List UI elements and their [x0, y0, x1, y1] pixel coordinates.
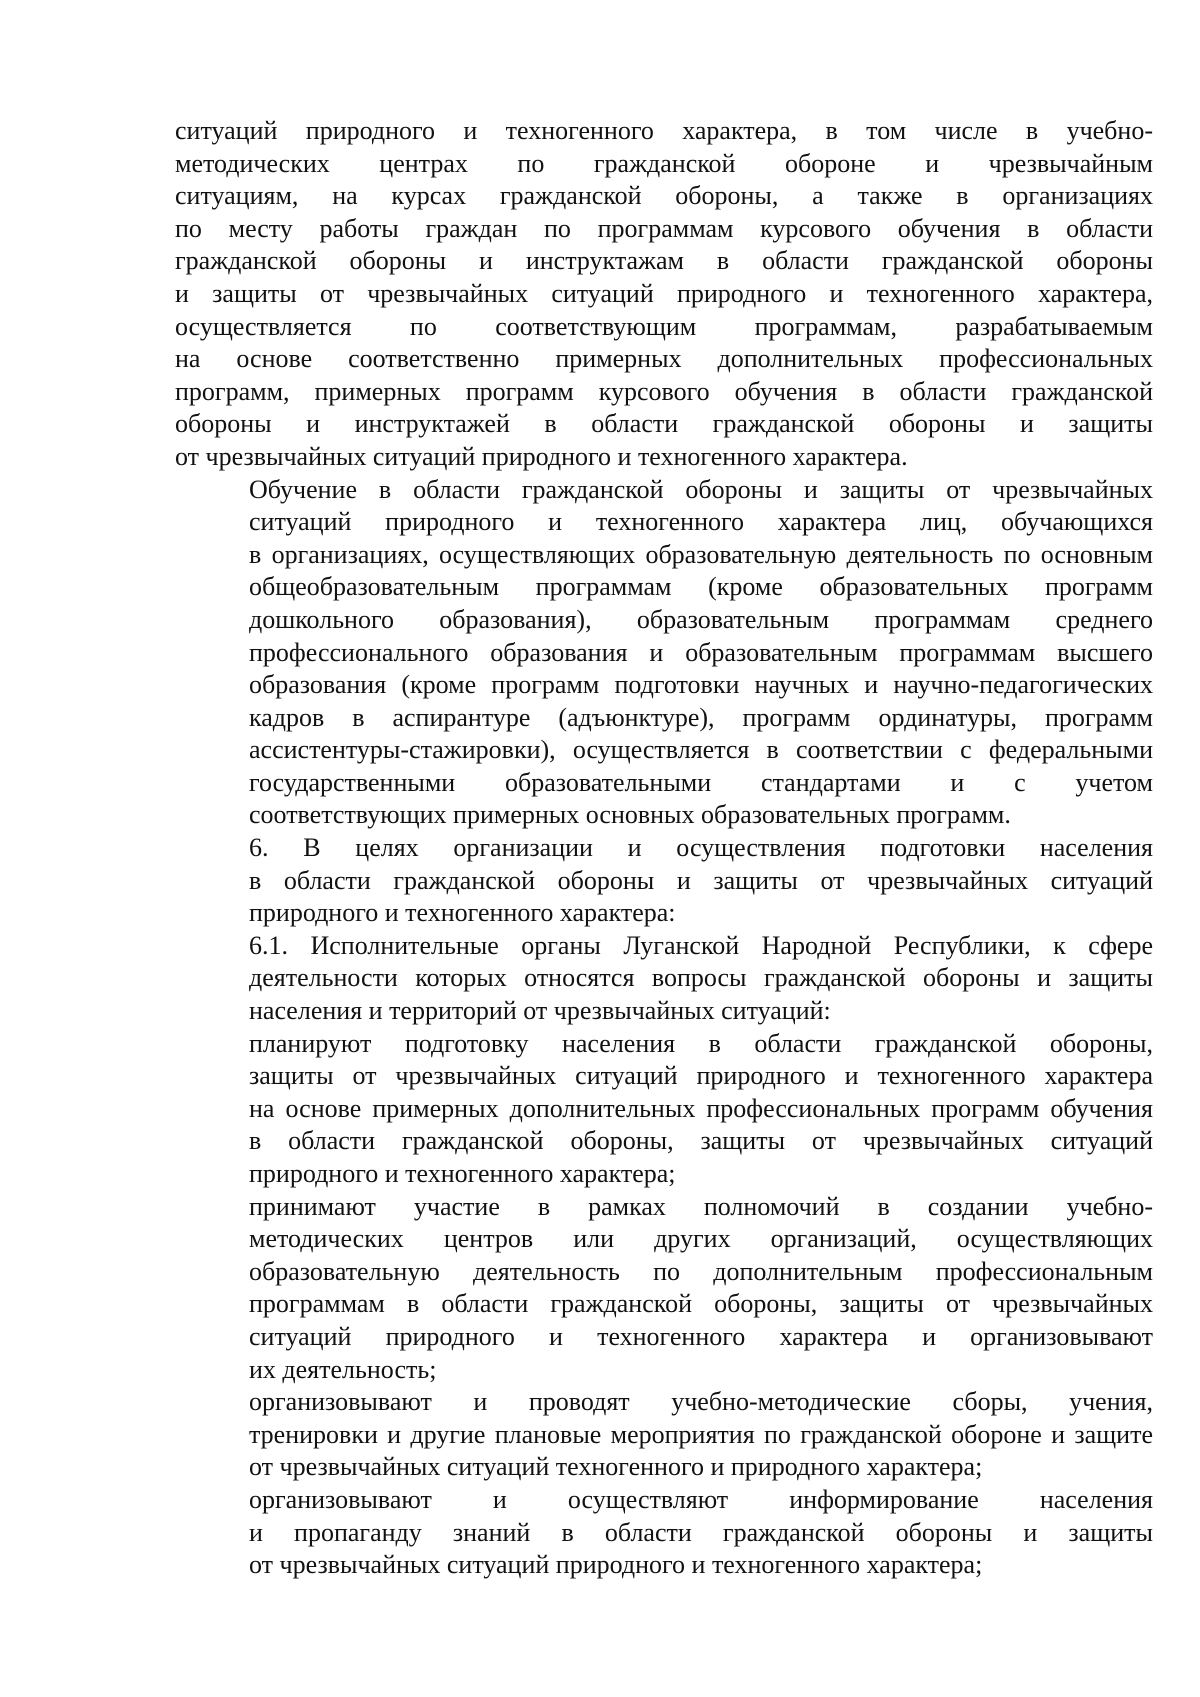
- paragraph: [175, 930, 1153, 1028]
- document-body: [175, 115, 1153, 1582]
- text-line: кадров в аспирантуре (адъюнктуре), программ ординатуры, программ: [249, 702, 1153, 732]
- text-line: Обучение в области гражданской обороны и защиты от чрезвычайных: [249, 474, 1153, 504]
- text-line: программам в области гражданской обороны, защиты от чрезвычайных: [249, 1289, 1153, 1319]
- text-line: организовывают и осуществляют информирование населения: [249, 1484, 1153, 1514]
- paragraph: [175, 115, 1153, 474]
- text-line: ассистентуры-стажировки), осуществляется в соответствии с федеральными: [249, 735, 1153, 765]
- text-line: и защиты от чрезвычайных ситуаций природного и техногенного характера,: [175, 278, 1153, 308]
- text-line: образовательную деятельность по дополнительным профессиональным: [249, 1256, 1153, 1286]
- paragraph: [175, 1386, 1153, 1484]
- text-line: обороны и инструктажей в области гражданской обороны и защиты: [175, 409, 1153, 439]
- text-line: методических центрах по гражданской обороне и чрезвычайным: [175, 148, 1153, 178]
- text-line: от чрезвычайных ситуаций природного и техногенного характера.: [175, 441, 908, 471]
- text-line: образования (кроме программ подготовки научных и научно-педагогических: [249, 670, 1153, 700]
- text-line: и пропаганду знаний в области гражданской обороны и защиты: [249, 1517, 1153, 1547]
- text-line: населения и территорий от чрезвычайных ситуаций:: [249, 996, 831, 1026]
- text-line: программ, примерных программ курсового обучения в области гражданской: [175, 376, 1153, 406]
- text-line: ситуаций природного и техногенного характера лиц, обучающихся: [249, 507, 1153, 537]
- paragraph: [175, 1484, 1153, 1582]
- text-line: планируют подготовку населения в области гражданской обороны,: [249, 1028, 1153, 1058]
- text-line: на основе примерных дополнительных профессиональных программ обучения: [249, 1093, 1153, 1123]
- text-line: общеобразовательным программам (кроме образовательных программ: [249, 572, 1153, 602]
- text-line: в организациях, осуществляющих образовательную деятельность по основным: [249, 539, 1153, 569]
- text-line: организовывают и проводят учебно-методические сборы, учения,: [249, 1387, 1153, 1417]
- text-line: природного и техногенного характера:: [249, 898, 676, 928]
- text-line: в области гражданской обороны и защиты от чрезвычайных ситуаций: [249, 865, 1153, 895]
- text-line: от чрезвычайных ситуаций техногенного и природного характера;: [249, 1452, 983, 1482]
- text-line: принимают участие в рамках полномочий в создании учебно-: [249, 1191, 1153, 1221]
- text-line: ситуаций природного и техногенного характера, в том числе в учебно-: [175, 116, 1153, 145]
- text-line: методических центров или других организаций, осуществляющих: [249, 1224, 1153, 1254]
- text-line: 6.1. Исполнительные органы Луганской Народной Республики, к сфере: [249, 930, 1153, 960]
- text-line: 6. В целях организации и осуществления подготовки населения: [249, 833, 1153, 863]
- text-line: природного и техногенного характера;: [249, 1159, 676, 1188]
- paragraph: [175, 474, 1153, 833]
- text-line: деятельности которых относятся вопросы гражданской обороны и защиты: [249, 963, 1153, 993]
- text-line: от чрезвычайных ситуаций природного и техногенного характера;: [249, 1550, 983, 1580]
- text-line: тренировки и другие плановые мероприятия по гражданской обороне и защите: [249, 1419, 1153, 1449]
- text-line: профессионального образования и образовательным программам высшего: [249, 637, 1153, 667]
- text-line: защиты от чрезвычайных ситуаций природного и техногенного характера: [249, 1061, 1153, 1091]
- text-line: в области гражданской обороны, защиты от чрезвычайных ситуаций: [249, 1126, 1153, 1156]
- text-line: соответствующих примерных основных образовательных программ.: [249, 800, 1011, 830]
- text-line: государственными образовательными стандартами и с учетом: [249, 767, 1153, 797]
- text-line: по месту работы граждан по программам курсового обучения в области: [175, 213, 1153, 243]
- paragraph: [175, 1191, 1153, 1387]
- text-line: дошкольного образования), образовательным программам среднего: [249, 604, 1153, 634]
- text-line: гражданской обороны и инструктажам в области гражданской обороны: [175, 246, 1153, 276]
- paragraph: [175, 1028, 1153, 1191]
- text-line: ситуаций природного и техногенного характера и организовывают: [249, 1321, 1153, 1351]
- paragraph: [175, 832, 1153, 930]
- text-line: ситуациям, на курсах гражданской обороны, а также в организациях: [175, 181, 1153, 211]
- text-line: на основе соответственно примерных дополнительных профессиональных: [175, 344, 1153, 374]
- text-line: осуществляется по соответствующим программам, разрабатываемым: [175, 311, 1153, 341]
- text-line: их деятельность;: [249, 1354, 437, 1384]
